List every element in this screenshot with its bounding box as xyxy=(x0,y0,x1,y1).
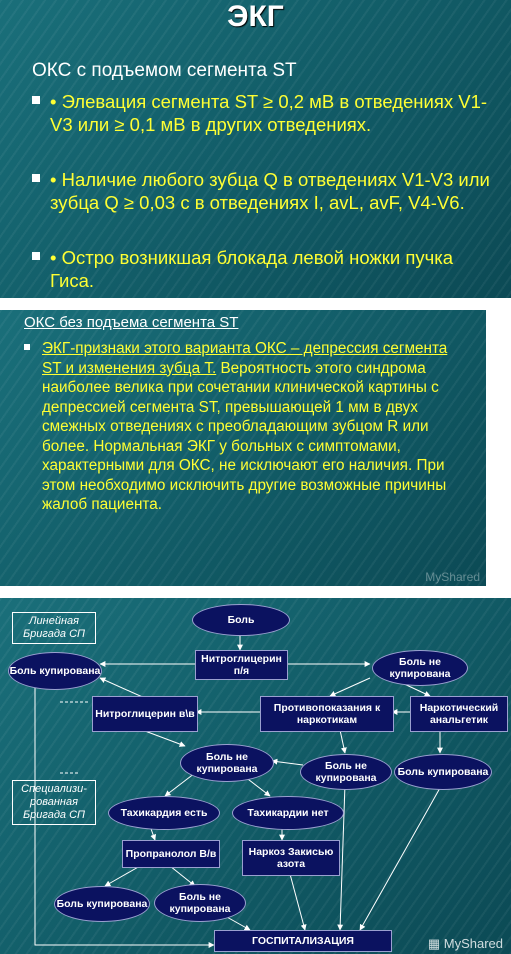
watermark: ▦ MyShared xyxy=(427,936,503,951)
node-pain-not-relieved: Боль не купирована xyxy=(154,884,246,922)
node-nitroglycerin-iv: Нитроглицерин в\в xyxy=(92,696,198,732)
label-specialized-team: Специализи-рованная Бригада СП xyxy=(12,780,96,825)
slide-ecg-no-st-elevation xyxy=(0,310,486,586)
node-narcotic-analgesic: Наркотический анальгетик xyxy=(410,696,508,732)
node-nitroglycerin-sublingual: Нитроглицерин п/я xyxy=(195,650,288,680)
node-contraindications: Противопоказания к наркотикам xyxy=(260,696,394,732)
node-hospitalization: ГОСПИТАЛИЗАЦИЯ xyxy=(214,930,392,952)
node-propranolol: Пропранолол В/в xyxy=(122,840,220,868)
bullet-item: • Элевация сегмента ST ≥ 0,2 мВ в отведениях V1-V3 или ≥ 0,1 мВ в других отведениях. xyxy=(32,90,492,136)
bullet-item: • Наличие любого зубца Q в отведениях V1-V3 или зубца Q ≥ 0,03 с в отведениях I, avL, avF, V4-V6. xyxy=(32,168,492,214)
bullet-item xyxy=(24,339,464,515)
bullet-underlined-text: ЭКГ-признаки этого варианта ОКС – депрессия сегмента ST и изменения зубца Т. xyxy=(42,340,448,377)
node-tachycardia-absent: Тахикардии нет xyxy=(232,796,344,830)
node-pain-not-relieved: Боль не купирована xyxy=(300,754,392,790)
bullet-item: • Остро возникшая блокада левой ножки пучка Гиса. xyxy=(32,246,492,292)
slide-pain-flowchart xyxy=(0,598,511,954)
bullet-text: Вероятность этого синдрома наиболее велика при сочетании клинической картины с депрессией сегмента ST, превышающей 1 мм в двух смежных отведениях с преобладающим зубцом R или более. Нормальная ЭКГ у больных с симптомами, характерными для ОКС, не исключают его наличия. При этом необходимо исключить другие возможные причины жалоб пациента. xyxy=(42,359,447,513)
node-pain-relieved: Боль купирована xyxy=(8,652,102,690)
node-pain-not-relieved: Боль не купирована xyxy=(372,650,468,686)
node-pain-relieved: Боль купирована xyxy=(54,886,150,922)
slide-subtitle: ОКС с подъемом сегмента ST xyxy=(32,60,297,81)
bullet-square-icon xyxy=(32,96,40,104)
node-pain: Боль xyxy=(192,604,290,636)
watermark: MyShared xyxy=(425,570,480,584)
node-pain-not-relieved: Боль не купирована xyxy=(180,744,274,782)
slide-title: ЭКГ xyxy=(227,0,284,33)
slide-ecg-st-elevation xyxy=(0,0,511,298)
bullet-square-icon xyxy=(32,174,40,182)
node-pain-relieved: Боль купирована xyxy=(394,754,492,790)
label-linear-team: Линейная Бригада СП xyxy=(12,612,96,644)
node-tachycardia-present: Тахикардия есть xyxy=(108,796,220,830)
node-nitrous-oxide: Наркоз Закисью азота xyxy=(242,840,340,876)
bullet-square-icon xyxy=(32,252,40,260)
bullet-square-icon xyxy=(24,344,30,350)
slide-subtitle: ОКС без подъема сегмента ST xyxy=(24,314,239,331)
presentation-icon: ▦ xyxy=(427,936,444,951)
